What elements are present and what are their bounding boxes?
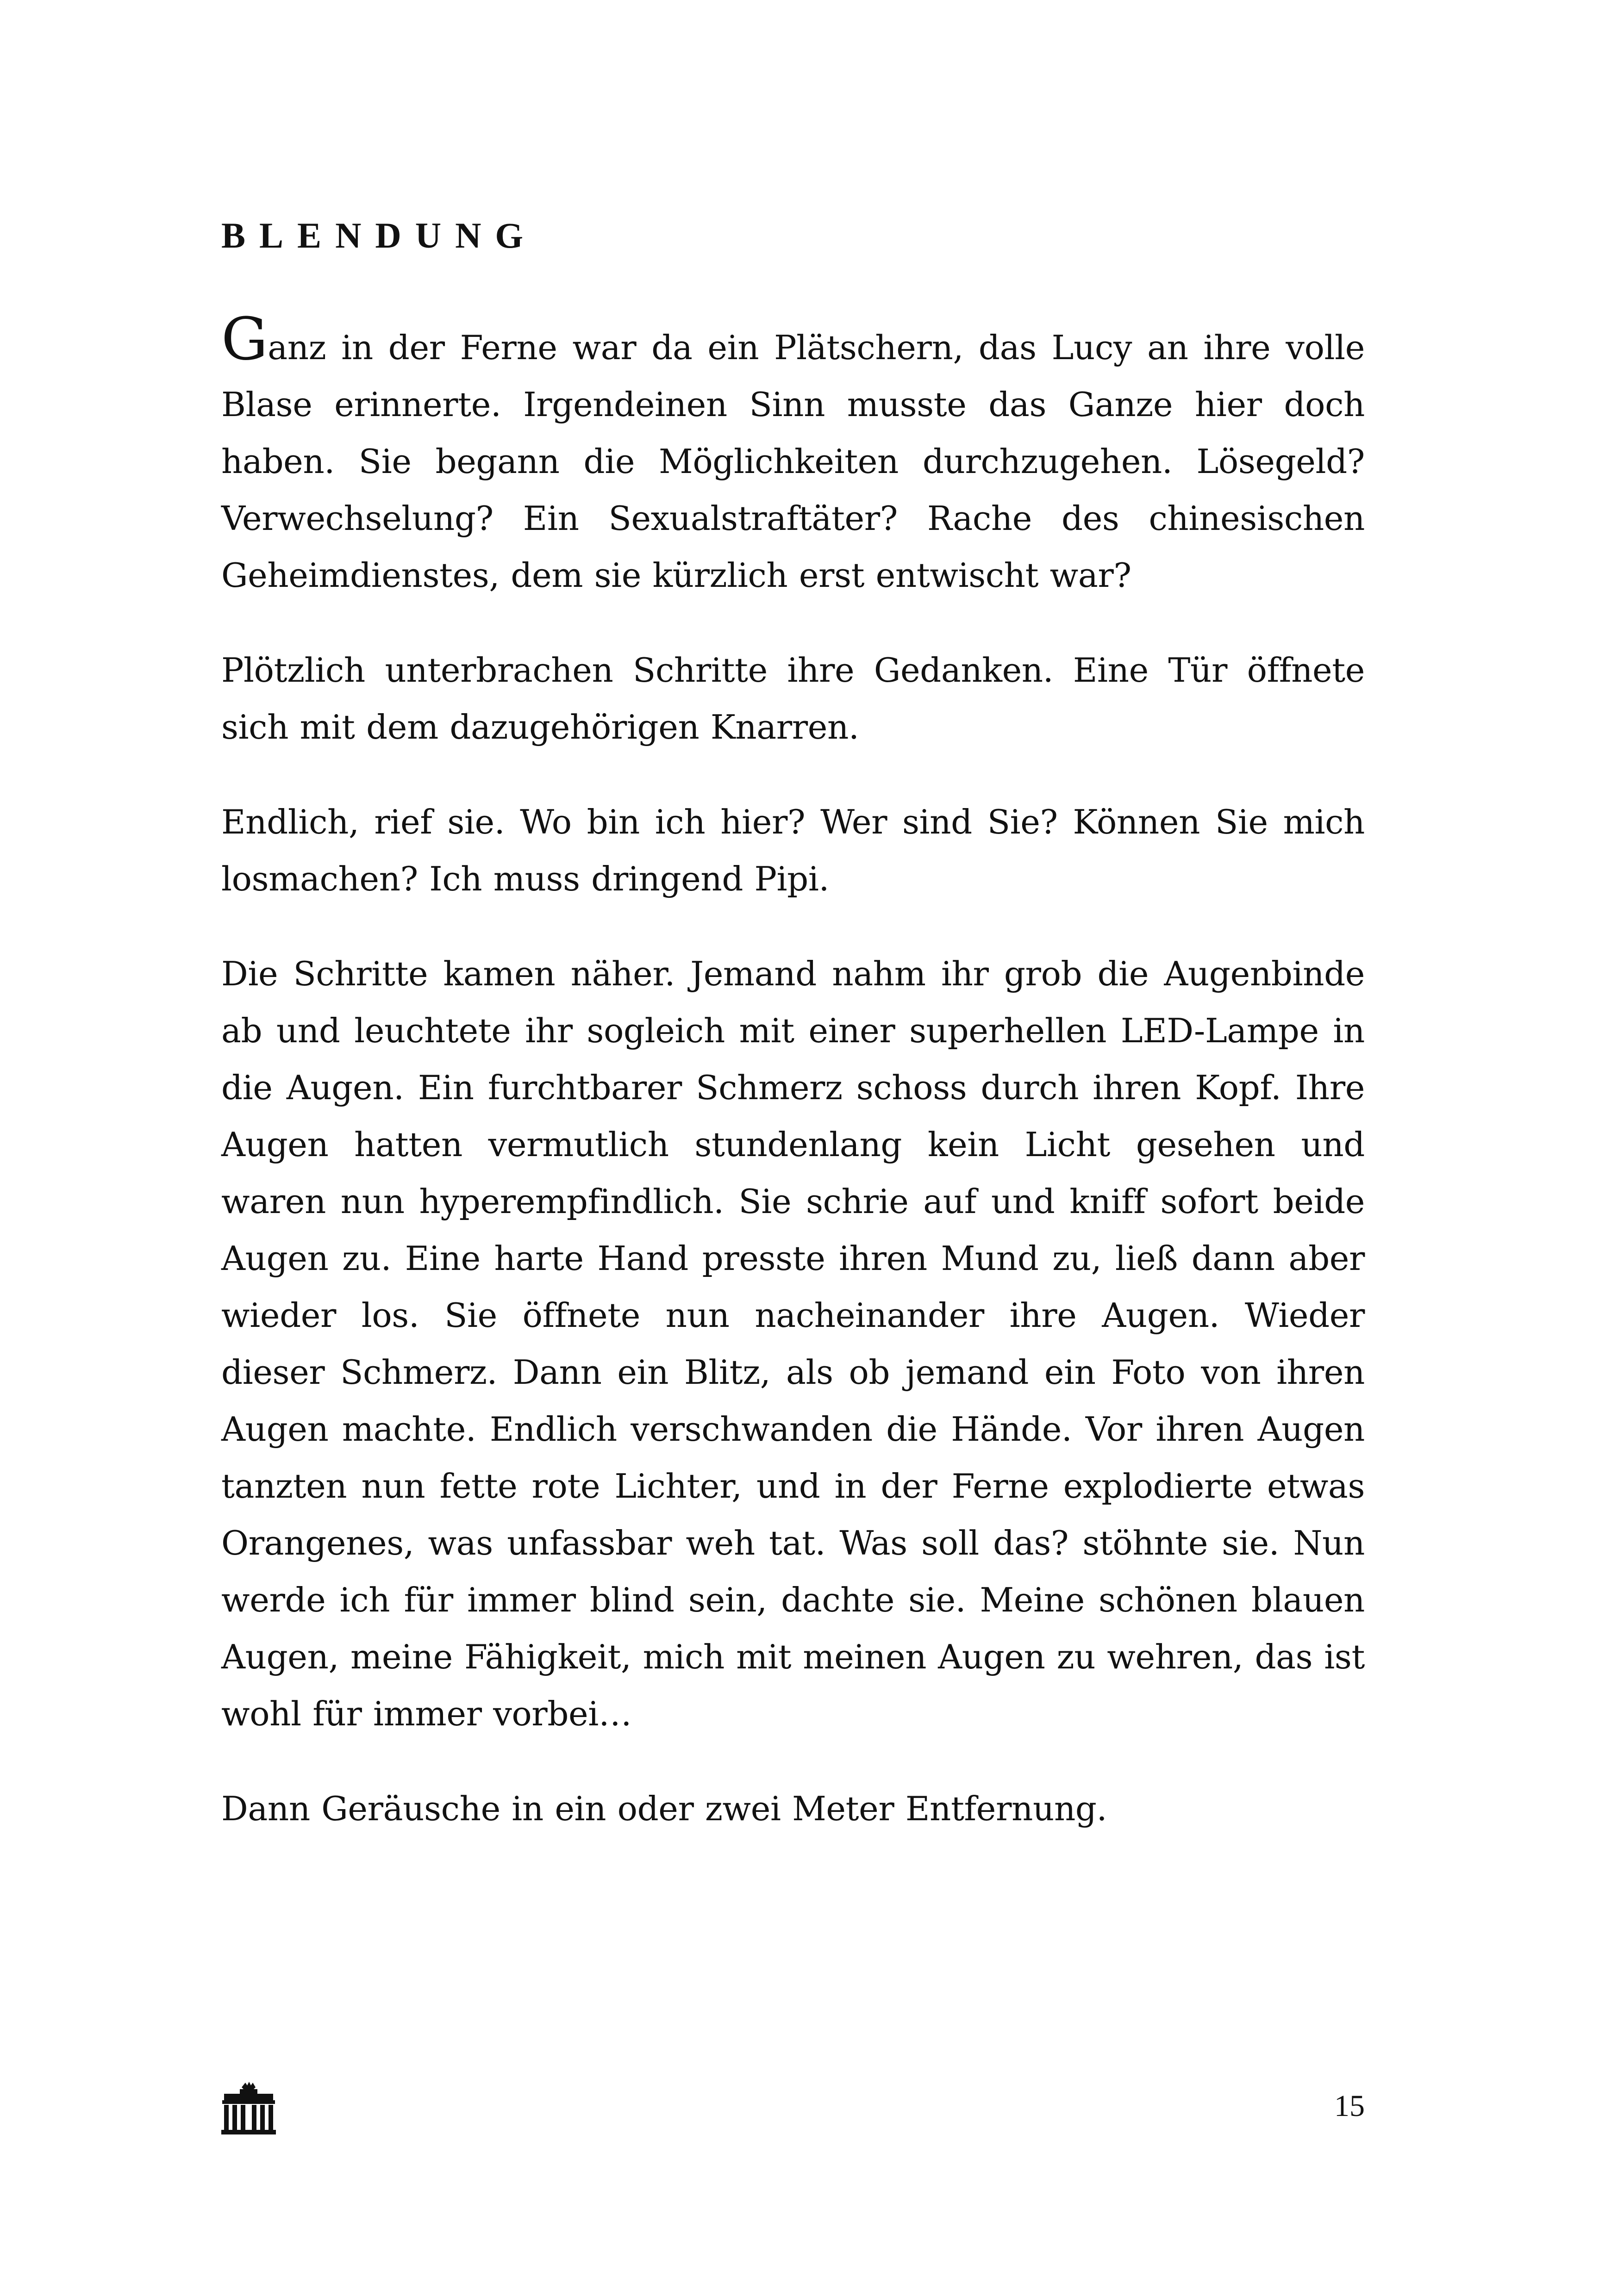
chapter-body — [221, 305, 1365, 1875]
paragraph-3: Endlich, rief sie. Wo bin ich hier? Wer sind Sie? Können Sie mich losmachen? Ich muss dringend Pipi. — [221, 803, 1365, 898]
paragraph-1-text: anz in der Ferne war da ein Plätschern, das Lucy an ihre volle Blase erinnerte. Irgendeinen Sinn musste das Ganze hier doch haben. Sie begann die Möglichkeiten durchzugehen. Lösegeld? Verwechselung? Ein Sexualstraftäter? Rache des chinesischen Geheimdienstes, dem sie kürzlich erst entwischt war? — [221, 328, 1365, 595]
paragraph-5: Dann Geräusche in ein oder zwei Meter Entfernung. — [221, 1789, 1107, 1828]
paragraph-2: Plötzlich unterbrachen Schritte ihre Gedanken. Eine Tür öffnete sich mit dem dazugehörigen Knarren. — [221, 651, 1365, 747]
chapter-title: BLENDUNG — [221, 215, 537, 255]
page-number: 15 — [1334, 2089, 1365, 2123]
drop-cap: G — [221, 305, 268, 373]
paragraph-4: Die Schritte kamen näher. Jemand nahm ihr grob die Augenbinde ab und leuchtete ihr sogleich mit einer superhellen LED-Lampe in die Augen. Ein furchtbarer Schmerz schoss durch ihren Kopf. Ihre Augen hatten vermutlich stundenlang kein Licht gesehen und waren nun hyperempfindlich. Sie schrie auf und kniff sofort beide Augen zu. Eine harte Hand presste ihren Mund zu, ließ dann aber wieder los. Sie öffnete nun nacheinander ihre Augen. Wieder dieser Schmerz. Dann ein Blitz, als ob jemand ein Foto von ihren Augen machte. Endlich verschwanden die Hände. Vor ihren Augen tanzten nun fette rote Lichter, und in der Ferne explodierte etwas Orangenes, was unfassbar weh tat. Was soll das? stöhnte sie. Nun werde ich für immer blind sein, dachte sie. Meine schönen blauen Augen, meine Fähigkeit, mich mit meinen Augen zu wehren, das ist wohl für immer vorbei… — [221, 954, 1365, 1733]
paragraph-1 — [221, 305, 1365, 604]
brandenburg-gate-icon — [221, 2079, 276, 2134]
